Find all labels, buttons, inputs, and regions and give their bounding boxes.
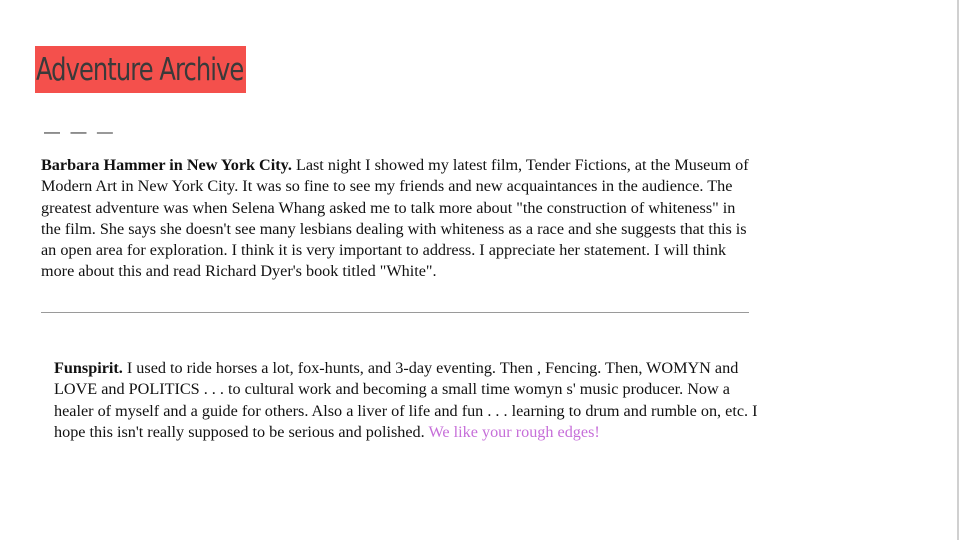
archive-entry (41, 155, 757, 283)
page-title: Adventure Archive (36, 51, 244, 88)
entry-reply: We like your rough edges! (428, 422, 600, 441)
title-banner (35, 46, 246, 93)
archive-entry (54, 358, 766, 443)
entry-body: Last night I showed my latest film, Tender Fictions, at the Museum of Modern Art in New York City. It was so fine to see my friends and new acquaintances in the audience. The greatest adventure was when Selena Whang asked me to talk more about "the construction of whiteness" in the film. She says she doesn't see many lesbians dealing with whiteness as a race and she suggests that this is an open area for exploration. I think it is very important to address. I appreciate her statement. I will think more about this and read Richard Dyer's book titled "White". (41, 156, 749, 281)
entry-body: I used to ride horses a lot, fox-hunts, and 3-day eventing. Then , Fencing. Then, WOMYN and LOVE and POLITICS . . . to cultural work and becoming a small time womyn s' music producer. Now a healer of myself and a guide for others. Also a liver of life and fun . . . learning to drum and rumble on, etc. I hope this isn't really supposed to be serious and polished. (54, 359, 758, 441)
title-separator: — — — (44, 124, 116, 141)
entry-author: Funspirit. (54, 359, 123, 377)
entry-divider (41, 312, 749, 313)
entry-author: Barbara Hammer in New York City. (41, 156, 292, 174)
